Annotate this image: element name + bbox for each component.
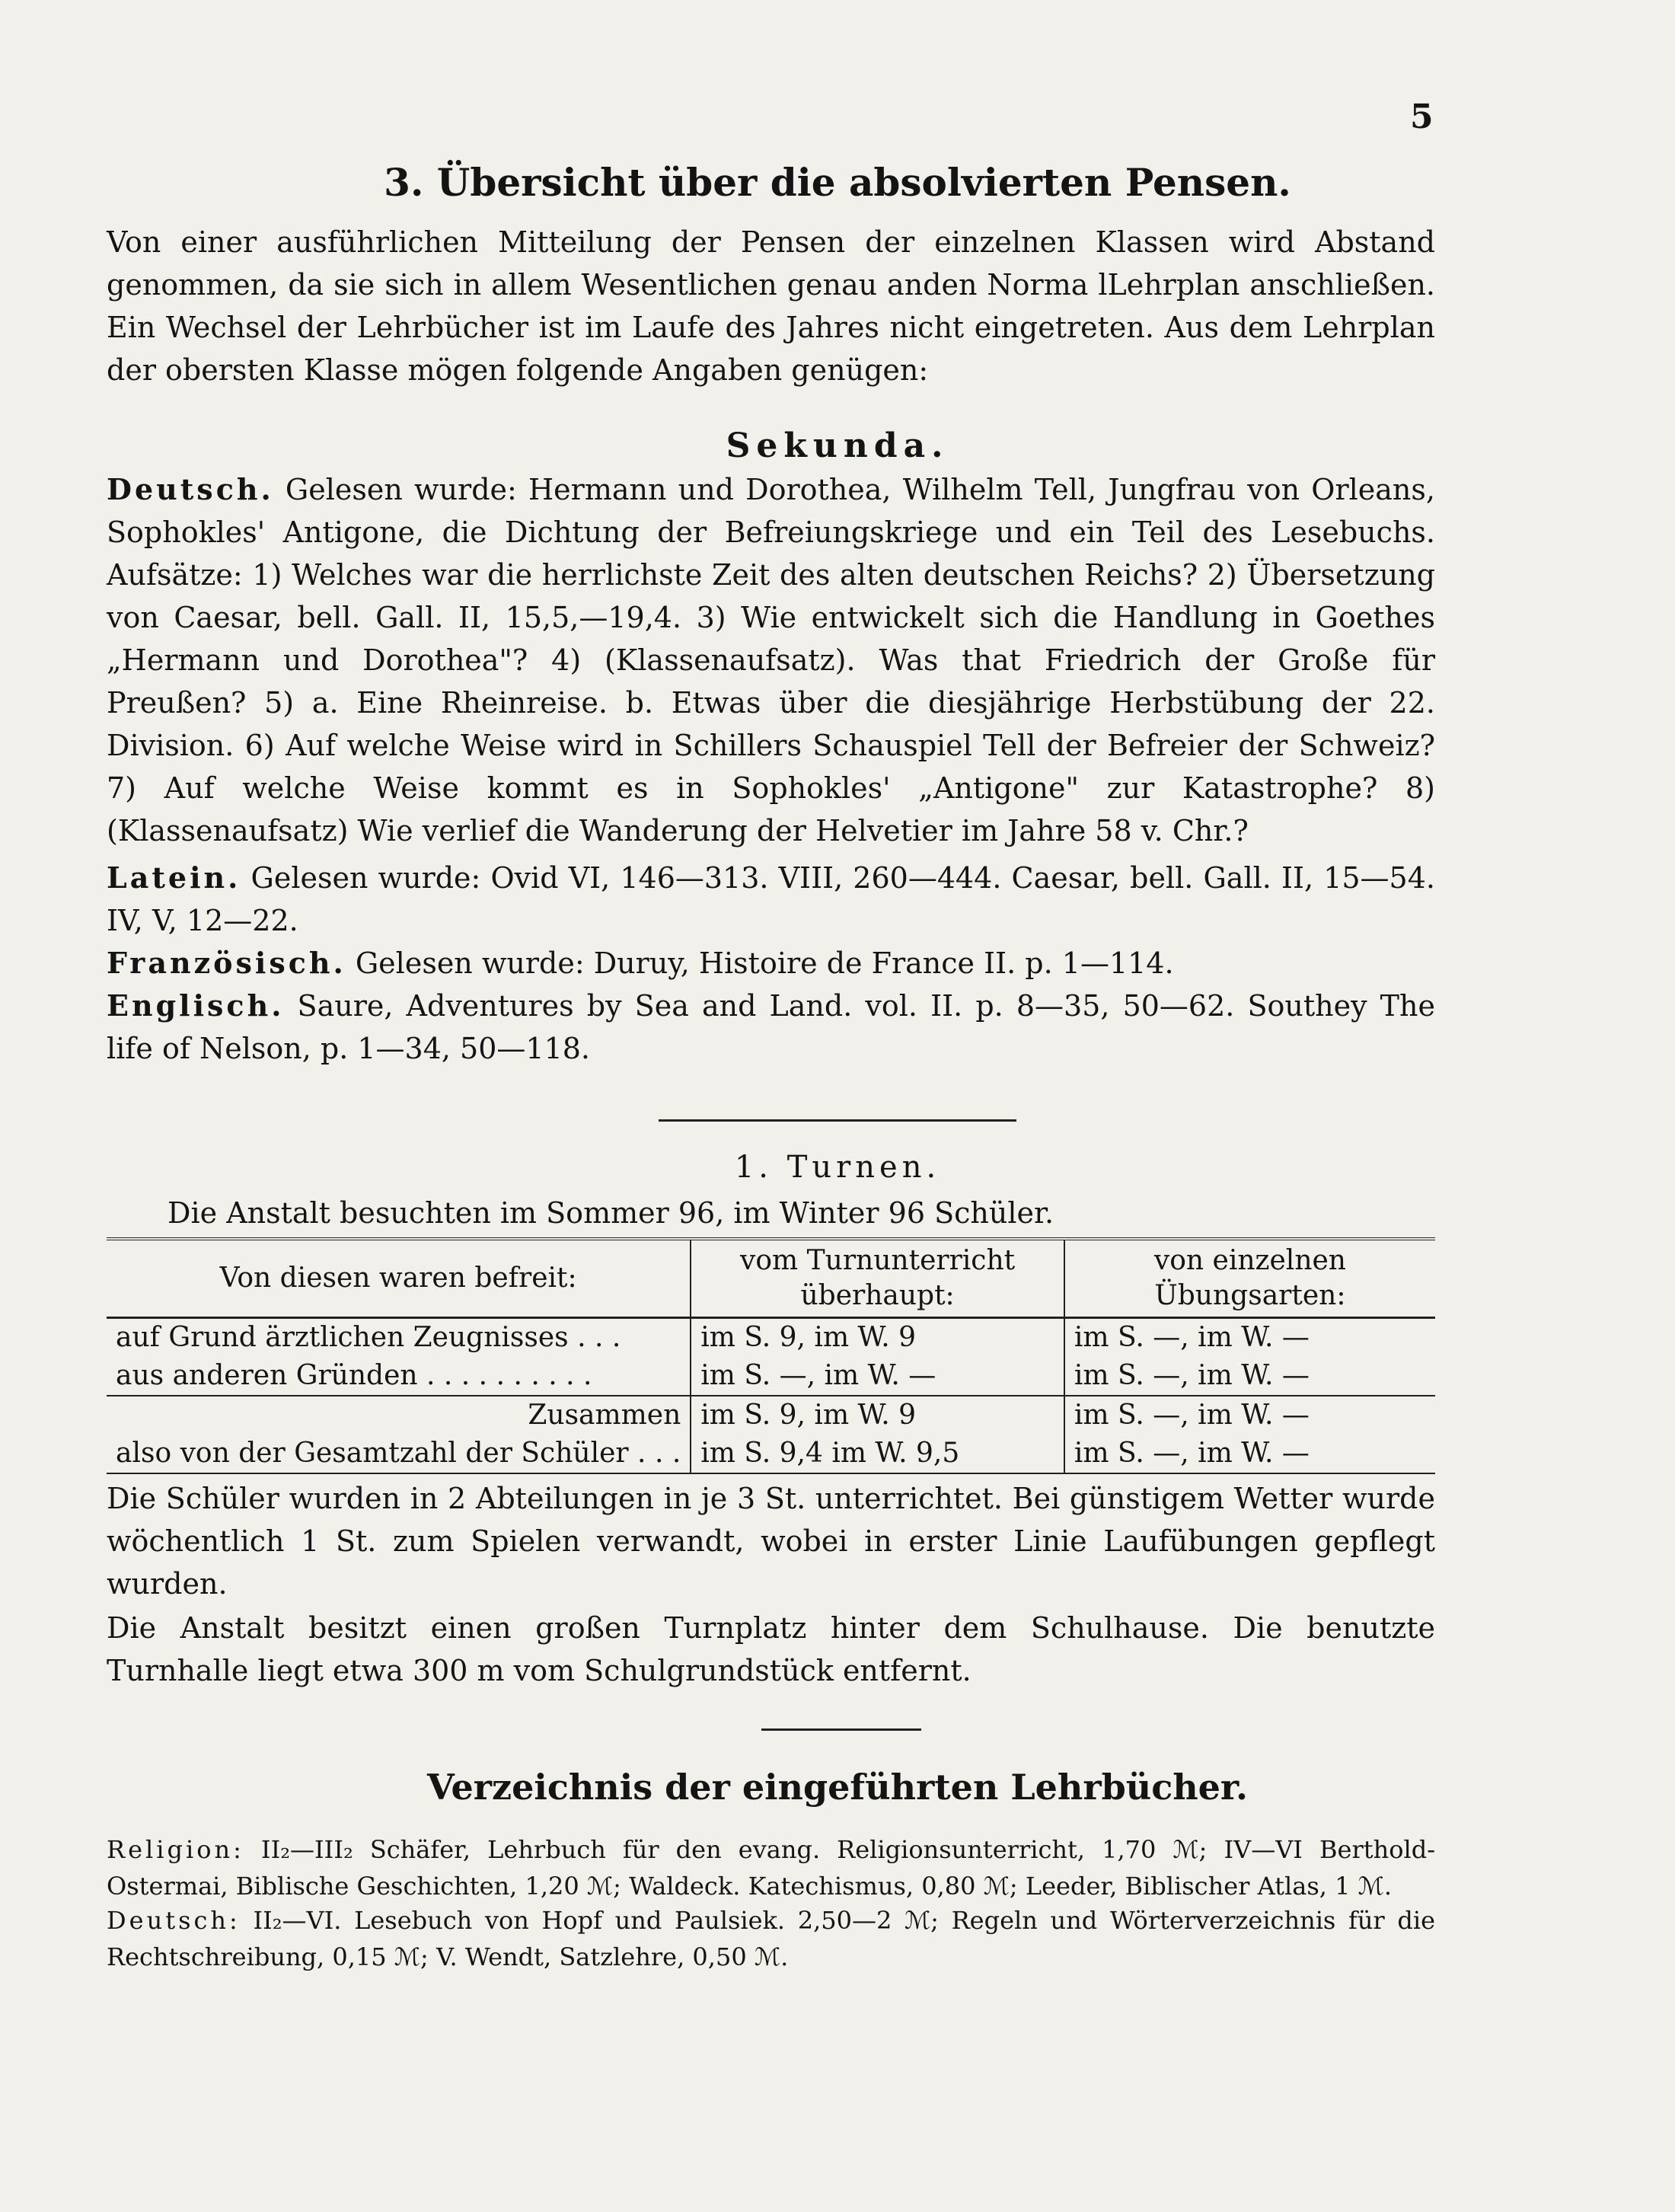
table-cell: im S. —, im W. — — [1064, 1435, 1435, 1473]
subject-text: Gelesen wurde: Ovid VI, 146—313. VIII, 260—444. Caesar, bell. Gall. II, 15—54. IV, V, 12—22. — [107, 861, 1435, 937]
verzeichnis-title: Verzeichnis der eingeführten Lehrbücher. — [427, 1767, 1248, 1808]
book-entry-label: Religion: — [107, 1835, 244, 1864]
book-entry-text: II₂—III₂ Schäfer, Lehrbuch für den evang. Religionsunterricht, 1,70 ℳ; IV—VI Berthold-Ostermai, Biblische Geschichten, 1,20 ℳ; Waldeck. Katechismus, 0,80 ℳ; Leeder, Biblischer Atlas, 1 ℳ. — [107, 1835, 1436, 1901]
table-header-cell: vom Turnunterricht überhaupt: — [691, 1239, 1064, 1318]
subject-text: Gelesen wurde: Duruy, Histoire de France II. p. 1—114. — [355, 946, 1174, 980]
subject-text: Saure, Adventures by Sea and Land. vol. II. p. 8—35, 50—62. Southey The life of Nelson, p. 1—34, 50—118. — [107, 989, 1435, 1065]
subject-label: Französisch. — [107, 946, 346, 980]
intro-paragraph: Von einer ausführlichen Mitteilung der Pensen der einzelnen Klassen wird Abstand genommen, da sie sich in allem Wesentlichen genau anden Norma lLehrplan anschließen. Ein Wechsel der Lehrbücher ist im Laufe des Jahres nicht eingetreten. Aus dem Lehrplan der obersten Klasse mögen folgende Angaben genügen: — [107, 225, 1435, 387]
table-row — [107, 1396, 1435, 1435]
exemption-table — [107, 1237, 1435, 1474]
table-header-cell: Von diesen waren befreit: — [219, 1262, 577, 1294]
class-heading: Sekunda. — [726, 426, 949, 465]
turnen-text-1: Die Schüler wurden in 2 Abteilungen in je 3 St. unterrichtet. Bei günstigem Wetter wurde wöchentlich 1 St. zum Spielen verwandt, wobei in erster Linie Laufübungen gepflegt wurden. — [107, 1482, 1435, 1601]
table-header-cell: von einzelnen Übungsarten: — [1064, 1239, 1435, 1318]
section-divider — [659, 1119, 1016, 1122]
table-cell: aus anderen Gründen . . . . . . . . . . — [116, 1360, 592, 1391]
turnen-intro: Die Anstalt besuchten im Sommer 96, im Winter 96 Schüler. — [168, 1196, 1054, 1230]
book-entry-text: II₂—VI. Lesebuch von Hopf und Paulsiek. 2,50—2 ℳ; Regeln und Wörterverzeichnis für die Rechtschreibung, 0,15 ℳ; V. Wendt, Satzlehre, 0,50 ℳ. — [107, 1906, 1436, 1971]
book-entry-religion — [107, 1831, 1435, 1904]
book-entry-label: Deutsch: — [107, 1906, 241, 1935]
table-row — [107, 1435, 1435, 1473]
table-cell: im S. 9,4 im W. 9,5 — [691, 1435, 1064, 1473]
table-cell: auf Grund ärztlichen Zeugnisses . . . — [116, 1322, 621, 1353]
table-cell: Zusammen — [107, 1396, 691, 1435]
subject-latein — [107, 857, 1435, 942]
table-row — [107, 1357, 1435, 1396]
subject-label: Englisch. — [107, 988, 285, 1023]
section-divider — [761, 1728, 921, 1731]
turnen-heading: 1. Turnen. — [734, 1150, 941, 1185]
turnen-text-2: Die Anstalt besitzt einen großen Turnplatz hinter dem Schulhause. Die benutzte Turnhalle liegt etwa 300 m vom Schulgrundstück entfernt. — [107, 1611, 1435, 1687]
table-cell: im S. —, im W. — — [1064, 1357, 1435, 1396]
table-cell: im S. —, im W. — — [1064, 1318, 1435, 1358]
subject-label: Deutsch. — [107, 472, 274, 506]
table-header-row — [107, 1239, 1435, 1318]
table-cell: im S. —, im W. — — [691, 1357, 1064, 1396]
section-title: 3. Übersicht über die absolvierten Pensen. — [384, 160, 1291, 205]
table-cell: im S. 9, im W. 9 — [691, 1318, 1064, 1358]
book-entry-deutsch — [107, 1902, 1435, 1975]
subject-deutsch — [107, 468, 1435, 852]
table-cell: im S. 9, im W. 9 — [691, 1396, 1064, 1435]
subject-franzoesisch — [107, 942, 1435, 985]
table-cell: im S. —, im W. — — [1064, 1396, 1435, 1435]
subject-text: Gelesen wurde: Hermann und Dorothea, Wilhelm Tell, Jungfrau von Orleans, Sophokles' Antigone, die Dichtung der Befreiungskriege und ein Teil des Lesebuchs. Aufsätze: 1) Welches war die herrlichste Zeit des alten deutschen Reichs? 2) Übersetzung von Caesar, bell. Gall. II, 15,5,—19,4. 3) Wie entwickelt sich die Handlung in Goethes „Hermann und Dorothea"? 4) (Klassenaufsatz). Was that Friedrich der Große für Preußen? 5) a. Eine Rheinreise. b. Etwas über die diesjährige Herbstübung der 22. Division. 6) Auf welche Weise wird in Schillers Schauspiel Tell der Befreier der Schweiz? 7) Auf welche Weise kommt es in Sophokles' „Antigone" zur Katastrophe? 8) (Klassenaufsatz) Wie verlief die Wanderung der Helvetier im Jahre 58 v. Chr.? — [107, 473, 1435, 847]
table-cell: also von der Gesamtzahl der Schüler . . . — [116, 1438, 681, 1469]
subject-label: Latein. — [107, 860, 241, 895]
subject-englisch — [107, 985, 1435, 1070]
page-number: 5 — [1410, 97, 1434, 136]
table-row — [107, 1318, 1435, 1358]
